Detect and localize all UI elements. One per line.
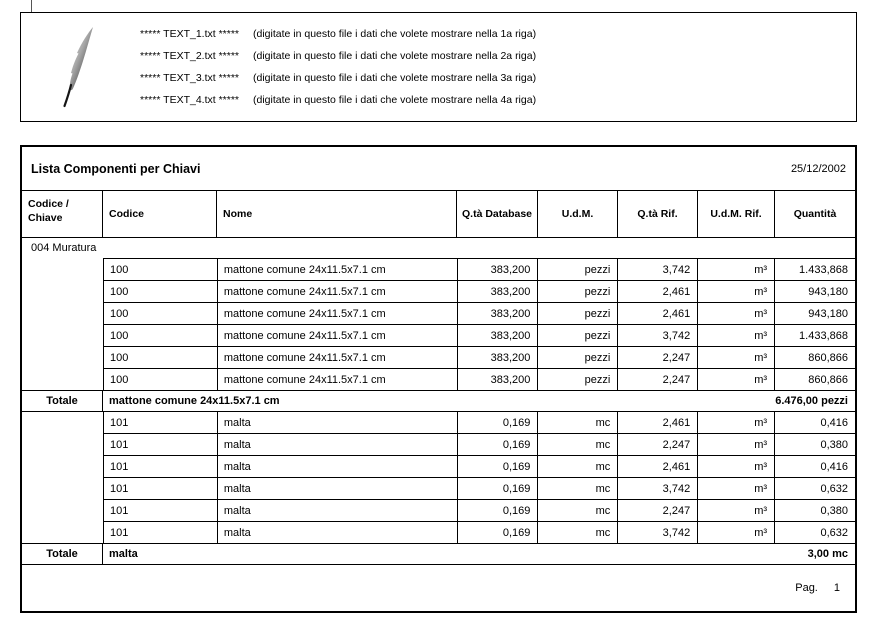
cell-nome: malta <box>218 412 458 433</box>
cell-udm: mc <box>538 500 618 521</box>
cell-qta-database: 0,169 <box>458 522 539 543</box>
group-label: 004 Muratura <box>31 242 97 254</box>
cell-qta-rif: 2,247 <box>618 500 698 521</box>
cell-udm-rif: m³ <box>698 369 775 390</box>
total-value: 6.476,00 pezzi <box>775 395 848 407</box>
table-row <box>103 412 855 434</box>
cell-udm: mc <box>538 412 618 433</box>
table-row <box>103 258 855 281</box>
text-file-line <box>140 67 536 89</box>
text-file-label: ***** TEXT_4.txt ***** <box>140 94 240 106</box>
cell-qta-database: 383,200 <box>458 303 539 324</box>
table-row <box>103 478 855 500</box>
cell-codice: 100 <box>104 325 218 346</box>
cell-udm: pezzi <box>538 303 618 324</box>
table-row <box>103 347 855 369</box>
cell-quantita: 1.433,868 <box>799 329 848 342</box>
text-file-description: (digitate in questo file i dati che volete mostrare nella 3a riga) <box>253 72 537 84</box>
text-file-label: ***** TEXT_2.txt ***** <box>140 50 240 62</box>
column-header-udm: U.d.M. <box>538 191 618 237</box>
report-header-box <box>20 12 857 122</box>
page-tick-mark <box>31 0 32 12</box>
table-row <box>103 522 855 543</box>
cell-qta-database: 0,169 <box>458 500 539 521</box>
table-row <box>103 303 855 325</box>
table-column-headers <box>22 191 855 238</box>
cell-quantita: 0,416 <box>820 460 848 473</box>
cell-qta-rif: 3,742 <box>618 325 698 346</box>
cell-qta-database: 0,169 <box>458 456 539 477</box>
cell-codice: 100 <box>104 303 218 324</box>
text-file-description: (digitate in questo file i dati che volete mostrare nella 2a riga) <box>253 50 537 62</box>
cell-udm-rif: m³ <box>698 259 775 280</box>
cell-codice: 101 <box>104 412 218 433</box>
cell-codice: 100 <box>104 369 218 390</box>
report-table <box>20 145 857 613</box>
cell-codice: 101 <box>104 434 218 455</box>
cell-qta-rif: 2,247 <box>618 347 698 368</box>
text-file-lines <box>140 23 536 111</box>
total-row <box>22 543 855 565</box>
cell-nome: mattone comune 24x11.5x7.1 cm <box>218 259 458 280</box>
cell-codice: 101 <box>104 500 218 521</box>
cell-quantita: 1.433,868 <box>799 263 848 276</box>
column-header-codice-chiave: Codice / Chiave <box>22 191 103 237</box>
cell-nome: malta <box>218 500 458 521</box>
cell-udm: pezzi <box>538 369 618 390</box>
cell-nome: malta <box>218 478 458 499</box>
cell-udm: mc <box>538 478 618 499</box>
cell-quantita: 0,380 <box>820 438 848 451</box>
cell-codice: 100 <box>104 259 218 280</box>
cell-codice: 100 <box>104 281 218 302</box>
cell-qta-database: 383,200 <box>458 347 539 368</box>
group-row <box>22 238 855 258</box>
cell-udm: mc <box>538 434 618 455</box>
column-header-qta-database: Q.tà Database <box>457 191 538 237</box>
table-row <box>103 434 855 456</box>
cell-nome: mattone comune 24x11.5x7.1 cm <box>218 281 458 302</box>
cell-quantita: 0,632 <box>820 526 848 539</box>
text-file-label: ***** TEXT_1.txt ***** <box>140 28 240 40</box>
text-file-line <box>140 23 536 45</box>
table-row <box>103 500 855 522</box>
page-title: Lista Componenti per Chiavi <box>31 161 201 176</box>
section-rows-malta <box>22 412 855 543</box>
column-header-udm-rif: U.d.M. Rif. <box>698 191 775 237</box>
cell-quantita: 860,866 <box>808 373 848 386</box>
cell-udm-rif: m³ <box>698 456 775 477</box>
cell-qta-rif: 2,461 <box>618 456 698 477</box>
cell-qta-rif: 2,247 <box>618 434 698 455</box>
cell-udm: pezzi <box>538 347 618 368</box>
cell-qta-rif: 3,742 <box>618 522 698 543</box>
table-row <box>103 281 855 303</box>
cell-udm-rif: m³ <box>698 325 775 346</box>
cell-quantita: 0,416 <box>820 416 848 429</box>
cell-qta-database: 0,169 <box>458 412 539 433</box>
total-name: malta <box>109 548 138 560</box>
cell-qta-database: 383,200 <box>458 325 539 346</box>
cell-udm-rif: m³ <box>698 522 775 543</box>
cell-nome: mattone comune 24x11.5x7.1 cm <box>218 369 458 390</box>
total-value: 3,00 mc <box>807 548 848 560</box>
cell-udm: mc <box>538 456 618 477</box>
page-label: Pag. <box>795 582 818 594</box>
cell-codice: 101 <box>104 456 218 477</box>
text-file-label: ***** TEXT_3.txt ***** <box>140 72 240 84</box>
total-name: mattone comune 24x11.5x7.1 cm <box>109 395 280 407</box>
cell-udm-rif: m³ <box>698 500 775 521</box>
total-label: Totale <box>22 391 103 411</box>
cell-codice: 101 <box>104 522 218 543</box>
cell-udm: mc <box>538 522 618 543</box>
column-header-codice: Codice <box>103 191 217 237</box>
text-file-line <box>140 45 536 67</box>
cell-udm: pezzi <box>538 281 618 302</box>
cell-qta-rif: 3,742 <box>618 259 698 280</box>
cell-udm-rif: m³ <box>698 412 775 433</box>
cell-qta-database: 0,169 <box>458 478 539 499</box>
cell-udm-rif: m³ <box>698 478 775 499</box>
text-file-description: (digitate in questo file i dati che volete mostrare nella 1a riga) <box>253 28 537 40</box>
page-footer <box>22 565 855 611</box>
cell-qta-rif: 2,247 <box>618 369 698 390</box>
table-row <box>103 325 855 347</box>
cell-qta-rif: 2,461 <box>618 303 698 324</box>
cell-codice: 101 <box>104 478 218 499</box>
total-row <box>22 390 855 412</box>
total-label: Totale <box>22 544 103 564</box>
cell-qta-database: 383,200 <box>458 369 539 390</box>
cell-udm: pezzi <box>538 325 618 346</box>
table-row <box>103 369 855 390</box>
cell-nome: mattone comune 24x11.5x7.1 cm <box>218 325 458 346</box>
report-date: 25/12/2002 <box>790 162 846 175</box>
cell-udm-rif: m³ <box>698 434 775 455</box>
page-number: 1 <box>833 582 840 594</box>
cell-qta-rif: 2,461 <box>618 281 698 302</box>
column-header-qta-rif: Q.tà Rif. <box>618 191 698 237</box>
cell-nome: mattone comune 24x11.5x7.1 cm <box>218 303 458 324</box>
cell-udm-rif: m³ <box>698 303 775 324</box>
column-header-quantita: Quantità <box>793 208 837 220</box>
cell-qta-database: 383,200 <box>458 259 539 280</box>
text-file-line <box>140 89 536 111</box>
text-file-description: (digitate in questo file i dati che volete mostrare nella 4a riga) <box>253 94 537 106</box>
cell-quantita: 943,180 <box>808 285 848 298</box>
cell-codice: 100 <box>104 347 218 368</box>
cell-quantita: 0,380 <box>820 504 848 517</box>
cell-qta-database: 383,200 <box>458 281 539 302</box>
cell-qta-rif: 3,742 <box>618 478 698 499</box>
column-header-nome: Nome <box>217 191 457 237</box>
section-rows-mattone <box>22 258 855 390</box>
cell-udm-rif: m³ <box>698 281 775 302</box>
report-title-row <box>22 147 855 191</box>
cell-quantita: 860,866 <box>808 351 848 364</box>
quill-feather-icon <box>55 25 105 116</box>
cell-nome: malta <box>218 522 458 543</box>
table-row <box>103 456 855 478</box>
cell-quantita: 943,180 <box>808 307 848 320</box>
cell-qta-database: 0,169 <box>458 434 539 455</box>
cell-nome: mattone comune 24x11.5x7.1 cm <box>218 347 458 368</box>
cell-udm-rif: m³ <box>698 347 775 368</box>
cell-nome: malta <box>218 434 458 455</box>
cell-qta-rif: 2,461 <box>618 412 698 433</box>
cell-udm: pezzi <box>538 259 618 280</box>
cell-quantita: 0,632 <box>820 482 848 495</box>
cell-nome: malta <box>218 456 458 477</box>
